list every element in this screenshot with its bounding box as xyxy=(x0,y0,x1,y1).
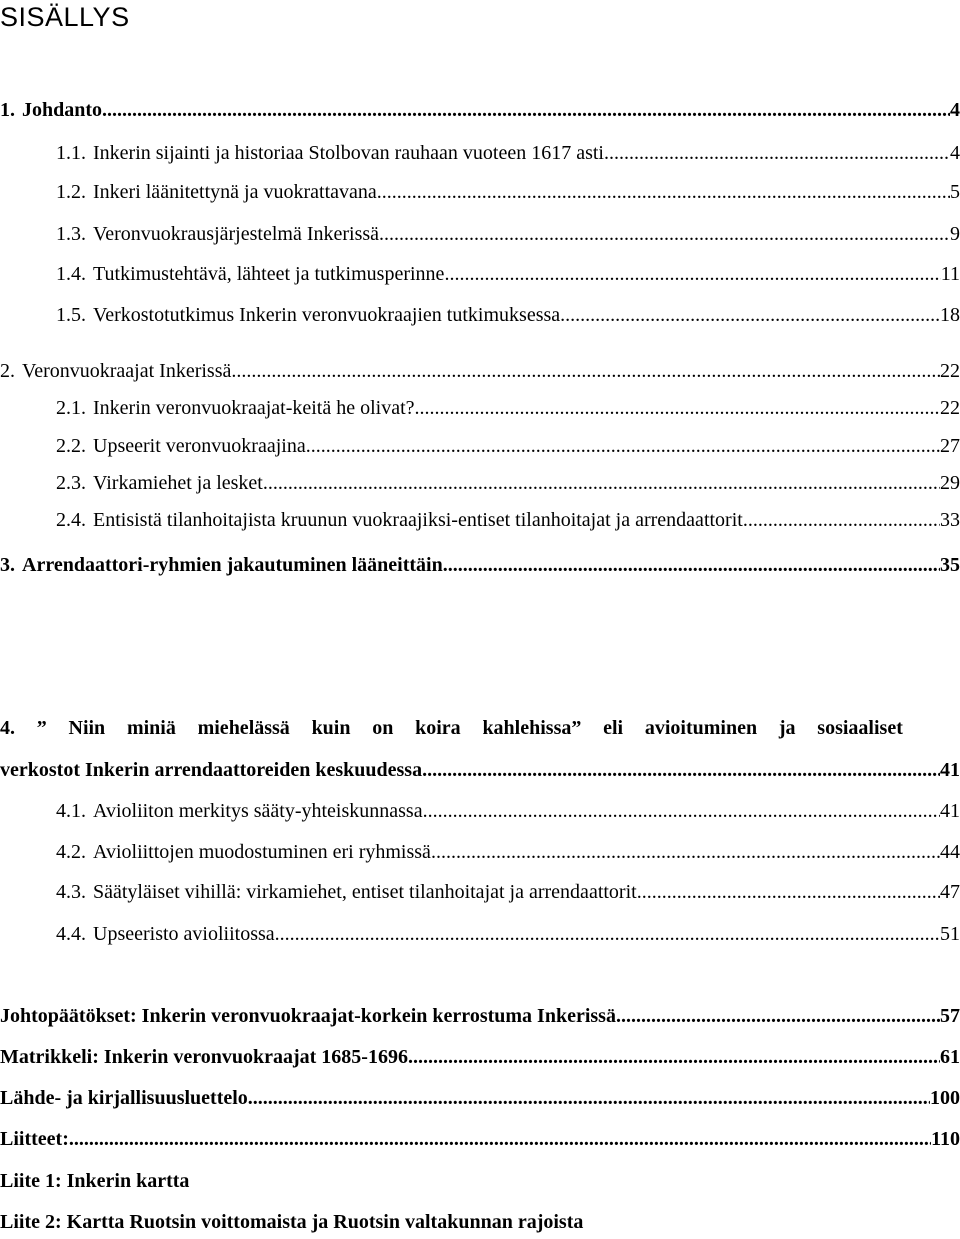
toc-entry-4-3[interactable] xyxy=(56,880,960,904)
toc-entry-title: Entisistä tilanhoitajista kruunun vuokraajiksi-entiset tilanhoitajat ja arrendaattorit xyxy=(93,509,743,531)
toc-entry-title: verkostot Inkerin arrendaattoreiden keskuudessa xyxy=(0,759,423,781)
toc-entry-title: Virkamiehet ja lesket xyxy=(93,472,263,494)
toc-entry-2-4[interactable] xyxy=(56,508,960,532)
chapter-4-word: on xyxy=(372,717,394,739)
toc-entry-number: 1.4. xyxy=(56,263,86,285)
toc-dot-leader xyxy=(231,359,940,383)
chapter-4-word: kuin xyxy=(311,717,351,739)
toc-dot-leader xyxy=(102,98,950,122)
chapter-4-word: avioituminen xyxy=(644,717,758,739)
toc-entry-number: 3. xyxy=(0,554,15,576)
toc-entry-chapter-4-line-2[interactable] xyxy=(0,758,960,782)
toc-entry-4-1[interactable] xyxy=(56,799,960,823)
toc-entry-page: 44 xyxy=(940,841,960,863)
toc-entry-title: Arrendaattori-ryhmien jakautuminen lääneittäin xyxy=(22,554,443,576)
toc-dot-leader xyxy=(275,922,940,946)
toc-entry-number: 4.4. xyxy=(56,923,86,945)
toc-entry-number: 1.3. xyxy=(56,223,86,245)
toc-entry-title: Veronvuokraajat Inkerissä xyxy=(22,360,232,382)
toc-dot-leader xyxy=(377,180,950,204)
toc-entry-number: 1.1. xyxy=(56,142,86,164)
toc-dot-leader xyxy=(443,553,940,577)
toc-dot-leader xyxy=(616,1004,940,1028)
toc-entry-title: Liitteet: xyxy=(0,1128,69,1150)
toc-entry-page: 22 xyxy=(940,397,960,419)
toc-entry-title: Johdanto xyxy=(22,99,103,121)
toc-entry-1-4[interactable] xyxy=(56,262,960,286)
toc-entry-number: 2. xyxy=(0,360,15,382)
toc-entry-title: Matrikkeli: Inkerin veronvuokraajat 1685-1696 xyxy=(0,1046,408,1068)
toc-entry-chapter-1[interactable] xyxy=(0,98,960,122)
toc-entry-page: 47 xyxy=(940,881,960,903)
toc-entry-title: Verkostotutkimus Inkerin veronvuokraajien tutkimuksessa xyxy=(93,304,561,326)
toc-dot-leader xyxy=(743,508,940,532)
toc-entry-matrikkeli[interactable] xyxy=(0,1045,960,1069)
chapter-4-word: miehelässä xyxy=(197,717,290,739)
toc-entry-page: 4 xyxy=(950,99,960,121)
chapter-4-word: miniä xyxy=(126,717,176,739)
toc-entry-page: 18 xyxy=(940,304,960,326)
toc-entry-number: 1.5. xyxy=(56,304,86,326)
toc-entry-number: 1. xyxy=(0,99,15,121)
toc-entry-page: 41 xyxy=(940,800,960,822)
toc-dot-leader xyxy=(415,396,940,420)
toc-entry-page: 29 xyxy=(940,472,960,494)
toc-entry-page: 51 xyxy=(940,923,960,945)
chapter-4-word: ja xyxy=(778,717,796,739)
toc-entry-page: 110 xyxy=(931,1128,960,1150)
toc-entry-page: 41 xyxy=(940,759,960,781)
toc-entry-page: 35 xyxy=(940,554,960,576)
toc-entry-page: 61 xyxy=(940,1046,960,1068)
toc-entry-2-2[interactable] xyxy=(56,434,960,458)
chapter-4-word: koira xyxy=(415,717,461,739)
chapter-4-word: Niin xyxy=(68,717,106,739)
toc-entry-number: 4.3. xyxy=(56,881,86,903)
toc-entry-page: 57 xyxy=(940,1005,960,1027)
toc-dot-leader xyxy=(604,141,950,165)
toc-dot-leader xyxy=(444,262,940,286)
toc-entry-number: 4.2. xyxy=(56,841,86,863)
toc-entry-title: Veronvuokrausjärjestelmä Inkerissä xyxy=(93,223,380,245)
toc-dot-leader xyxy=(379,222,950,246)
toc-entry-number: 2.4. xyxy=(56,509,86,531)
toc-entry-number: 2.2. xyxy=(56,435,86,457)
toc-entry-page: 9 xyxy=(950,223,960,245)
toc-dot-leader xyxy=(306,434,940,458)
toc-entry-page: 4 xyxy=(950,142,960,164)
toc-dot-leader xyxy=(431,840,940,864)
toc-entry-title: Avioliittojen muodostuminen eri ryhmissä xyxy=(93,841,431,863)
toc-entry-liitteet[interactable] xyxy=(0,1127,960,1151)
toc-entry-1-5[interactable] xyxy=(56,303,960,327)
toc-entry-title: Säätyläiset vihillä: virkamiehet, entiset tilanhoitajat ja arrendaattorit xyxy=(93,881,637,903)
toc-dot-leader xyxy=(422,758,940,782)
toc-entry-2-1[interactable] xyxy=(56,396,960,420)
toc-entry-title: Upseerit veronvuokraajina xyxy=(93,435,306,457)
toc-heading: SISÄLLYS xyxy=(0,2,130,32)
chapter-4-word: eli xyxy=(603,717,624,739)
chapter-4-word: 4. xyxy=(0,717,15,739)
toc-dot-leader xyxy=(69,1127,931,1151)
chapter-4-word: sosiaaliset xyxy=(817,717,903,739)
chapter-4-word: ” xyxy=(36,717,47,739)
toc-entry-page: 27 xyxy=(940,435,960,457)
toc-entry-page: 100 xyxy=(930,1087,960,1109)
toc-entry-title: Inkerin sijainti ja historiaa Stolbovan rauhaan vuoteen 1617 asti xyxy=(93,142,604,164)
toc-dot-leader xyxy=(423,799,940,823)
toc-dot-leader xyxy=(248,1086,930,1110)
toc-entry-1-1[interactable] xyxy=(56,141,960,165)
toc-entry-number: 2.1. xyxy=(56,397,86,419)
toc-entry-johtopaatokset[interactable] xyxy=(0,1004,960,1028)
toc-entry-lahteet[interactable] xyxy=(0,1086,960,1110)
toc-entry-title: Inkeri läänitettynä ja vuokrattavana xyxy=(93,181,377,203)
toc-entry-chapter-4-line-1[interactable] xyxy=(0,716,903,740)
toc-entry-4-4[interactable] xyxy=(56,922,960,946)
toc-entry-page: 22 xyxy=(940,360,960,382)
toc-entry-liite-1[interactable]: Liite 1: Inkerin kartta xyxy=(0,1170,190,1192)
toc-dot-leader xyxy=(408,1045,940,1069)
toc-entry-2-3[interactable] xyxy=(56,471,960,495)
toc-entry-number: 4.1. xyxy=(56,800,86,822)
chapter-4-word: kahlehissa” xyxy=(482,717,582,739)
toc-entry-4-2[interactable] xyxy=(56,840,960,864)
toc-entry-liite-2[interactable]: Liite 2: Kartta Ruotsin voittomaista ja Ruotsin valtakunnan rajoista xyxy=(0,1211,584,1233)
toc-entry-title: Johtopäätökset: Inkerin veronvuokraajat-korkein kerrostuma Inkerissä xyxy=(0,1005,616,1027)
toc-entry-chapter-3[interactable] xyxy=(0,553,960,577)
toc-dot-leader xyxy=(263,471,940,495)
toc-entry-chapter-2[interactable] xyxy=(0,359,960,383)
toc-entry-number: 2.3. xyxy=(56,472,86,494)
toc-entry-1-2[interactable] xyxy=(56,180,960,204)
toc-entry-page: 5 xyxy=(950,181,960,203)
toc-dot-leader xyxy=(560,303,940,327)
toc-entry-title: Tutkimustehtävä, lähteet ja tutkimusperinne xyxy=(93,263,445,285)
toc-entry-title: Lähde- ja kirjallisuusluettelo xyxy=(0,1087,248,1109)
toc-entry-number: 1.2. xyxy=(56,181,86,203)
toc-entry-title: Upseeristo avioliitossa xyxy=(93,923,275,945)
toc-entry-page: 33 xyxy=(940,509,960,531)
toc-entry-title: Inkerin veronvuokraajat-keitä he olivat? xyxy=(93,397,415,419)
toc-entry-title: Avioliiton merkitys sääty-yhteiskunnassa xyxy=(93,800,423,822)
toc-dot-leader xyxy=(637,880,940,904)
toc-entry-1-3[interactable] xyxy=(56,222,960,246)
toc-entry-page: 11 xyxy=(940,263,960,285)
